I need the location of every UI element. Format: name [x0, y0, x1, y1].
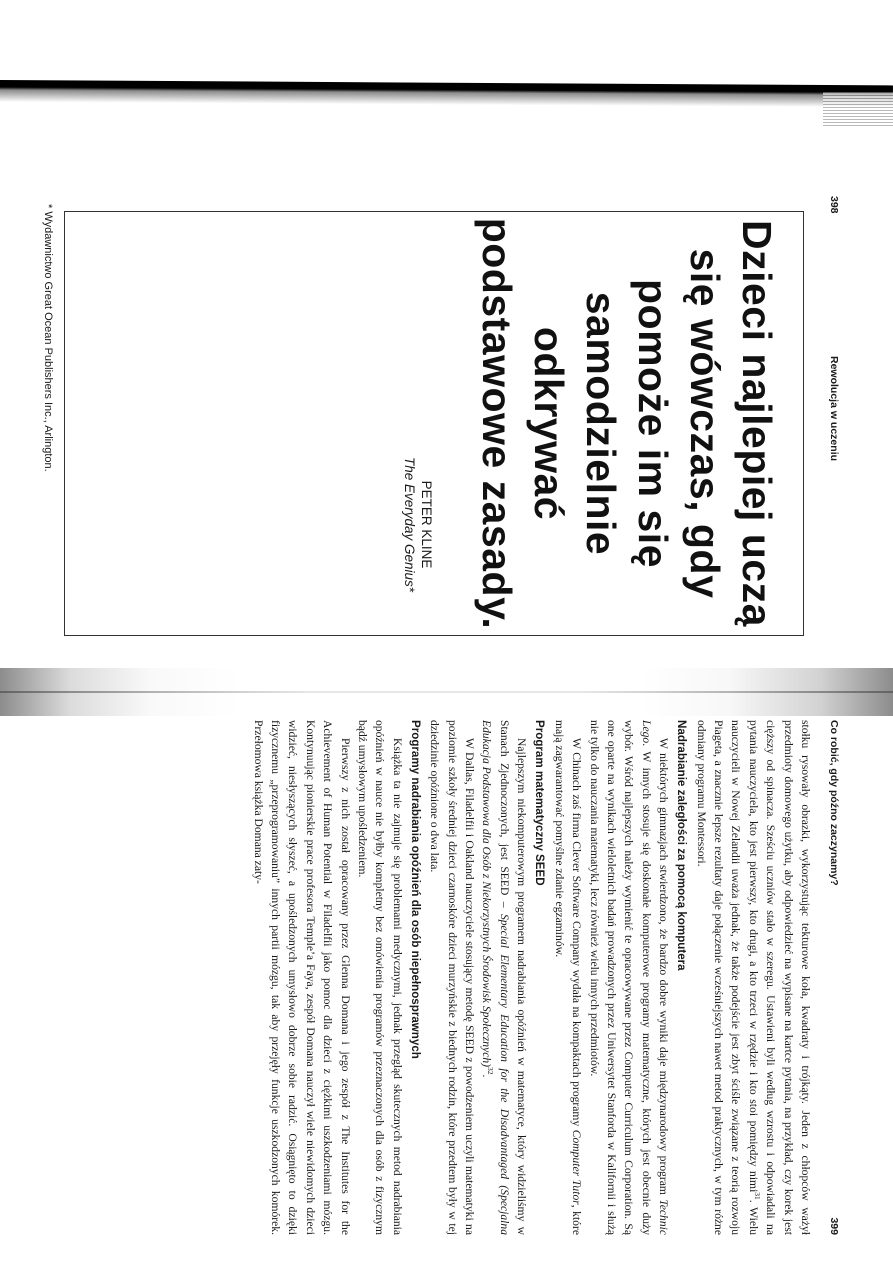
- paragraph: Najlepszym niekomputerowym programem nadrabiania opóźnień w matematyce, który widzieliśmy w Stanach Zjednoczonych, jest SEED – Special Elementary Education for the Disadvantaged (Specjalna Edukacja Podstawowa dla Osób z Niekorzystnych Środowisk Społecznych)$^{32}$.: [480, 720, 529, 1235]
- scan-edge-shadow: [0, 80, 893, 107]
- paragraph: Książka ta nie zajmuje się problemami medycznymi, jednak przegląd skutecznych metod nadrabiania opóźnień w nauce nie byłby kompletny bez omówienia programów przeznaczonych dla osób z fizycznym bądź umysłowym upośledzeniem.: [356, 720, 404, 1235]
- section-heading-seed: Program matematyczny SEED: [533, 720, 547, 886]
- page-399: [50, 720, 840, 1235]
- scan-edge-texture: [823, 92, 893, 128]
- quote-book-title: The Everyday Genius*: [402, 456, 417, 593]
- body-text-399: [249, 720, 814, 1235]
- paragraph: W niektórych gimnazjach stwierdzono, że bardzo dobre wyniki daje międzynarodowy program Technic Lego. W innych stosuje się doskonałe komputerowe programy matematyczne, których jest obecnie duży wybór. Wśród najlepszych należy wymienić te opracowywane przez Computer Curriculum Corporation. Są one oparte na wynikach wieloletnich badań prowadzonych przez Uniwersytet Stanforda w Kalifornii i służą nie tylko do nauczania matematyki, lecz również wielu innych przedmiotów.: [587, 720, 671, 1235]
- section-heading-disabled: Programy nadrabiania opóźnień dla osób niepełnosprawnych: [408, 720, 422, 1059]
- page-398: [42, 196, 840, 671]
- running-title-399: Co robić, gdy późno zaczynamy?: [828, 720, 840, 886]
- page-header-399: [826, 720, 840, 1235]
- footnote-398: * Wydawnictwo Great Ocean Publishers Inc., Arlington.: [42, 204, 54, 472]
- paragraph: W Dallas, Filadelfii i Oakland nauczyciele stosujący metodę SEED z powodzeniem uczyli matematyki na poziomie szkoły średniej dzieci czarnoskóre dzieci murzyńskie z biednych rodzin, które przedtem były w tej dziedzinie opóźnione o dwa lata.: [428, 720, 477, 1235]
- quote-author: PETER KLINE: [419, 480, 434, 569]
- running-title-398: Rewolucja w uczeniu: [828, 356, 840, 462]
- paragraph: W Chinach zaś firma Clever Software Company wydała na kompaktach programy Computer Tutor, które mają zagwarantować pomyślne zdanie egzaminów.: [552, 720, 584, 1235]
- page-number-398: 398: [828, 196, 840, 214]
- page-number-399: 399: [828, 1217, 840, 1235]
- section-heading-computer: Nadrabianie zaległości za pomocą komputera: [675, 720, 689, 971]
- quote-box: [64, 211, 804, 636]
- paragraph: stołku rysowały obrazki, wykorzystując tekturowe koła, kwadraty i trójkąty. Jeden z chłopców ważył przedmioty domowego użytku, aby odpowiedzieć na wypisane na kartce pytania, na przykład, czy korek jest cięższy od spinacza. Sześciu uczniów stało w szeregu. Ustawieni byli według wzrostu i odpowiadali na pytania nauczyciela, kto jest pierwszy, kto drugi, a kto trzeci w rzędzie i kto stoi pomiędzy nimi$^{31}$. Wielu nauczycieli w Nowej Zelandii uważa jednak, że także podejście jest zbyt ściśle związane z teorią rozwoju Piageta, a znacznie lepsze rezultaty daje połączenie wcześniejszych nawet metod praktycznych, w tym różne odmiany programu Montessori.: [694, 720, 812, 1235]
- paragraph: Pierwszy z nich został opracowany przez Glenna Domana i jego zespół z The Institutes for the Achievement of Human Potential w Filadelfii jako pomoc dla dzieci z ciężkimi uszkodzeniami mózgu. Kontynuując pionierskie prace profesora Temple’a Faya, zespół Domana nauczył wiele niewidomych dzieci widzieć, niesłyszących słyszeć, a upośledzonych umysłowo dobrze sobie radzić. Osiągnięto to dzięki fizycznemu „przeprogramowaniu” innych partii mózgu, tak aby przejęły funkcje uszkodzonych komórek. Przełomowa książka Domana zaty-: [251, 720, 352, 1235]
- page-header-398: [826, 196, 840, 671]
- quote-text: Dzieci najlepiej uczą się wówczas, gdy pomoże im się samodzielnie odkrywać podstawowe zasady.: [474, 217, 780, 630]
- page-fold-line: [0, 691, 893, 693]
- quote-attribution: [401, 417, 435, 632]
